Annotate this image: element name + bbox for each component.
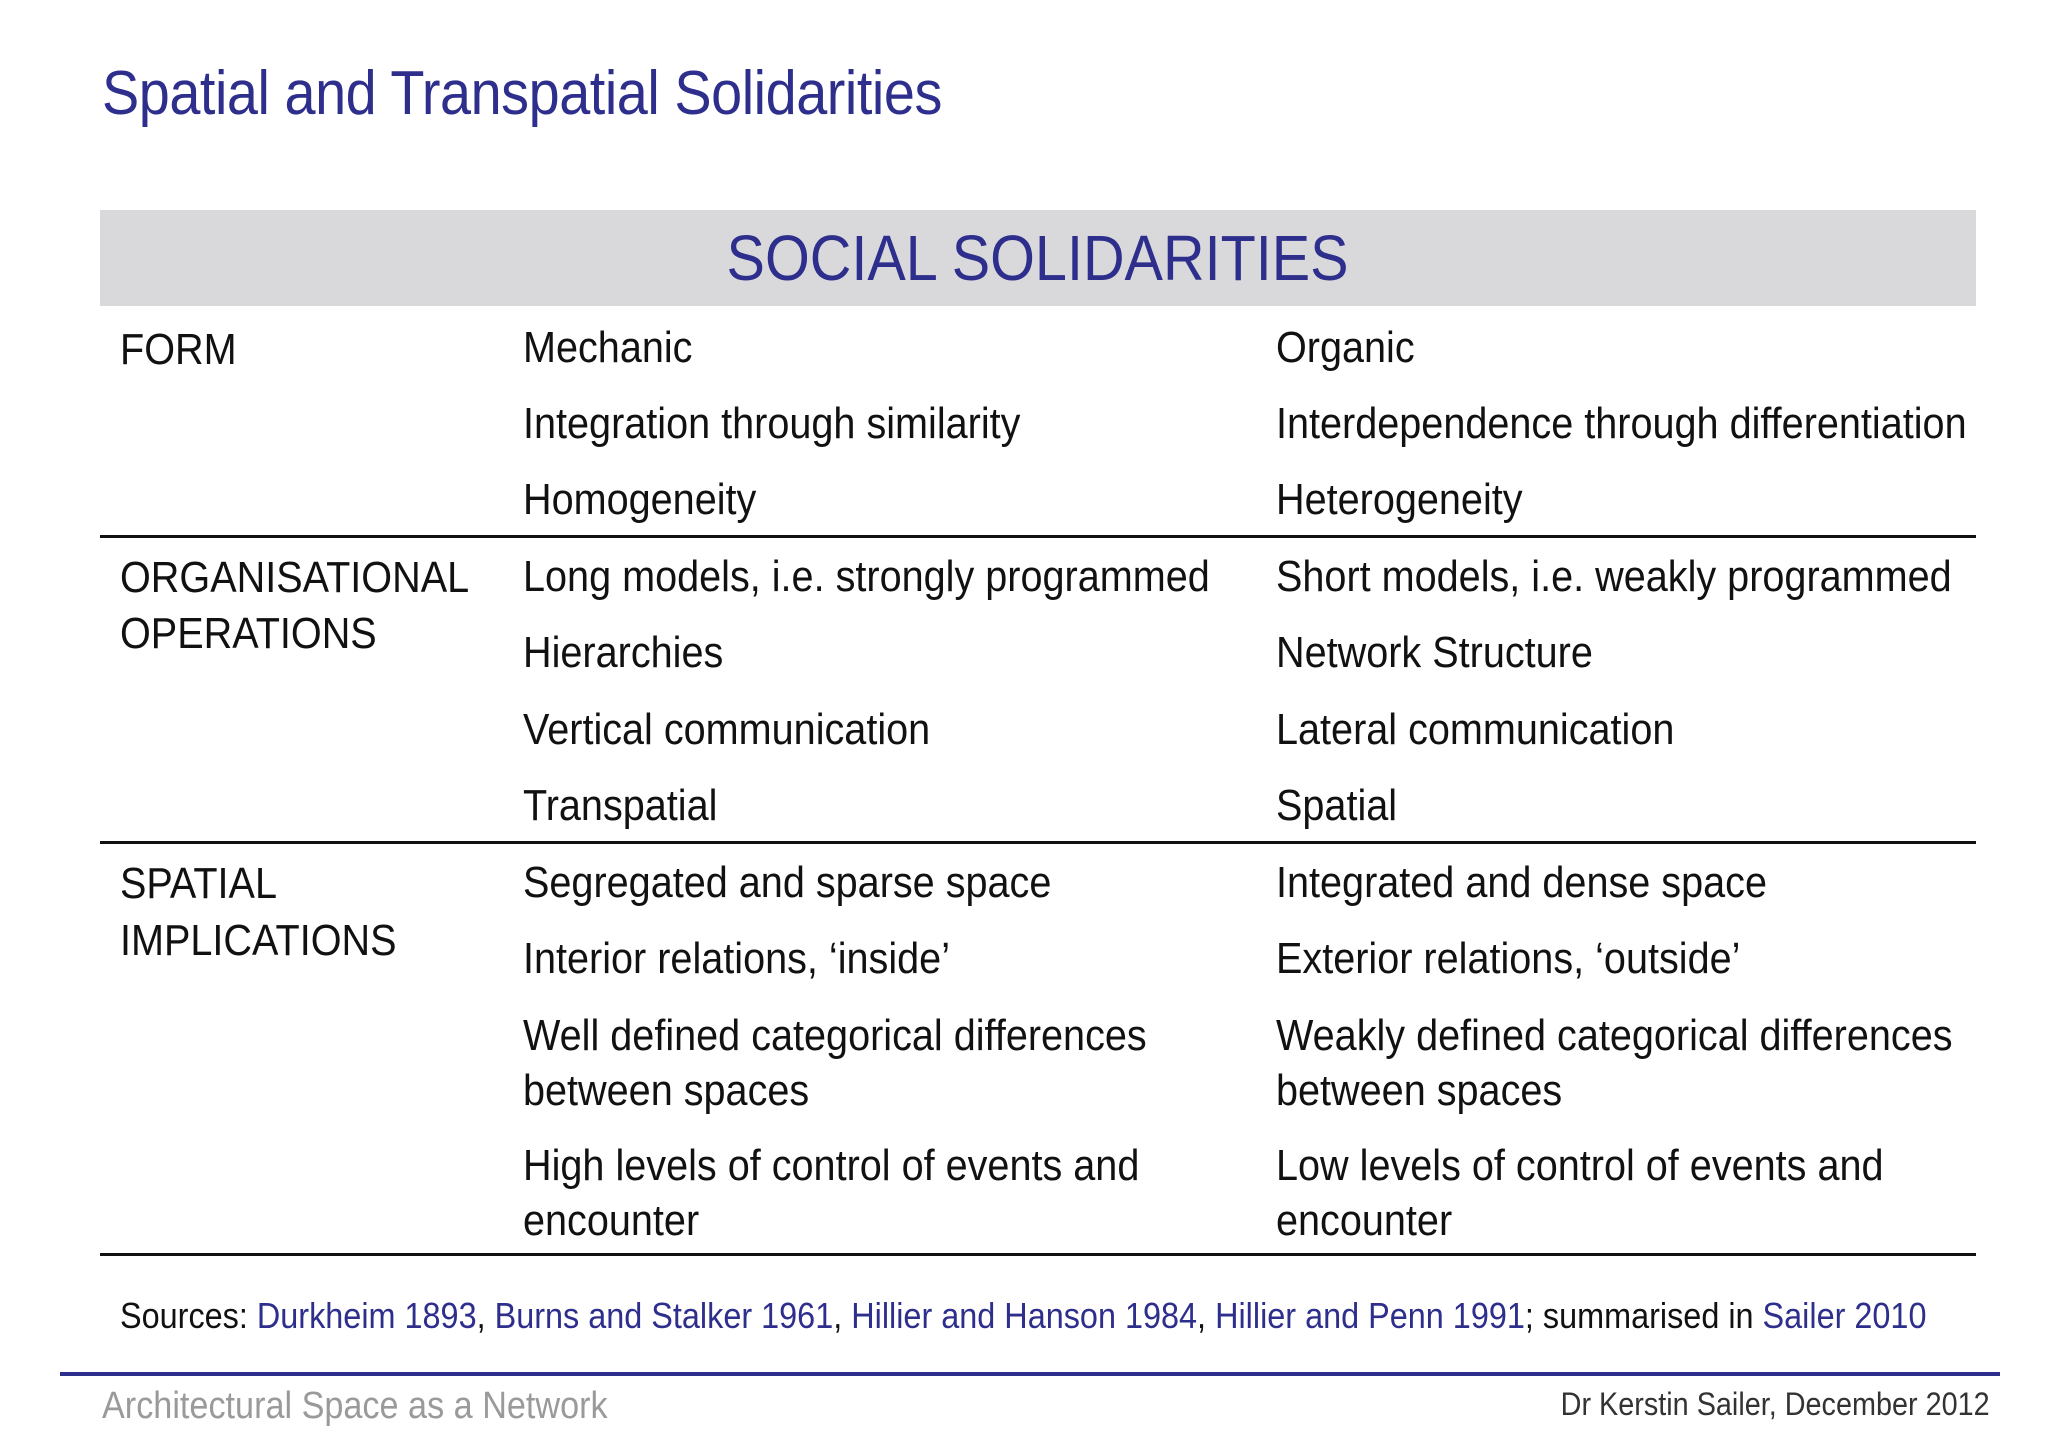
sources-middle: ; summarised in bbox=[1524, 1295, 1763, 1336]
cell-integration: Integration through similarity bbox=[523, 399, 1021, 448]
footer-rule bbox=[60, 1372, 2000, 1376]
section-label-spatial-1: SPATIAL bbox=[120, 859, 277, 908]
cell-hierarchies: Hierarchies bbox=[523, 628, 724, 677]
cell-lateral-communication: Lateral communication bbox=[1276, 705, 1675, 754]
cell-exterior-relations: Exterior relations, ‘outside’ bbox=[1276, 934, 1741, 983]
cell-low-control-2: encounter bbox=[1276, 1196, 1453, 1245]
footer-author-date: Dr Kerstin Sailer, December 2012 bbox=[1561, 1386, 1990, 1422]
table-bottom-rule bbox=[100, 1253, 1976, 1256]
section-divider bbox=[100, 841, 1976, 844]
section-label-organisational-2: OPERATIONS bbox=[120, 609, 377, 658]
cell-mechanic: Mechanic bbox=[523, 323, 693, 372]
sources-line bbox=[120, 1295, 1926, 1337]
cell-well-defined-1: Well defined categorical differences bbox=[523, 1011, 1147, 1060]
cell-weakly-defined-1: Weakly defined categorical differences bbox=[1276, 1011, 1953, 1060]
section-label-form: FORM bbox=[120, 325, 237, 374]
source-separator: , bbox=[476, 1295, 495, 1336]
source-link-hillier-hanson[interactable]: Hillier and Hanson 1984 bbox=[851, 1295, 1198, 1336]
source-separator: , bbox=[833, 1295, 852, 1336]
sources-prefix: Sources: bbox=[120, 1295, 257, 1336]
cell-low-control-1: Low levels of control of events and bbox=[1276, 1141, 1884, 1190]
table-header: SOCIAL SOLIDARITIES bbox=[726, 222, 1350, 294]
cell-short-models: Short models, i.e. weakly programmed bbox=[1276, 552, 1952, 601]
cell-weakly-defined-2: between spaces bbox=[1276, 1066, 1563, 1115]
section-label-organisational-1: ORGANISATIONAL bbox=[120, 553, 470, 602]
slide-title: Spatial and Transpatial Solidarities bbox=[102, 59, 942, 128]
cell-vertical-communication: Vertical communication bbox=[523, 705, 931, 754]
cell-organic: Organic bbox=[1276, 323, 1415, 372]
section-label-spatial-2: IMPLICATIONS bbox=[120, 916, 397, 965]
source-link-hillier-penn[interactable]: Hillier and Penn 1991 bbox=[1215, 1295, 1525, 1336]
footer-presentation-title: Architectural Space as a Network bbox=[102, 1385, 608, 1427]
cell-high-control-2: encounter bbox=[523, 1196, 700, 1245]
cell-homogeneity: Homogeneity bbox=[523, 475, 757, 524]
section-divider bbox=[100, 535, 1976, 538]
cell-segregated-space: Segregated and sparse space bbox=[523, 858, 1052, 907]
cell-high-control-1: High levels of control of events and bbox=[523, 1141, 1140, 1190]
cell-spatial: Spatial bbox=[1276, 781, 1398, 830]
table-header-band bbox=[100, 210, 1976, 306]
cell-transpatial: Transpatial bbox=[523, 781, 718, 830]
cell-long-models: Long models, i.e. strongly programmed bbox=[523, 552, 1210, 601]
source-separator: , bbox=[1197, 1295, 1216, 1336]
source-link-sailer[interactable]: Sailer 2010 bbox=[1762, 1295, 1927, 1336]
cell-heterogeneity: Heterogeneity bbox=[1276, 475, 1523, 524]
source-link-burns-stalker[interactable]: Burns and Stalker 1961 bbox=[494, 1295, 834, 1336]
cell-interior-relations: Interior relations, ‘inside’ bbox=[523, 934, 951, 983]
cell-interdependence: Interdependence through differentiation bbox=[1276, 399, 1967, 448]
cell-network-structure: Network Structure bbox=[1276, 628, 1593, 677]
cell-well-defined-2: between spaces bbox=[523, 1066, 810, 1115]
source-link-durkheim[interactable]: Durkheim 1893 bbox=[256, 1295, 477, 1336]
cell-integrated-space: Integrated and dense space bbox=[1276, 858, 1767, 907]
